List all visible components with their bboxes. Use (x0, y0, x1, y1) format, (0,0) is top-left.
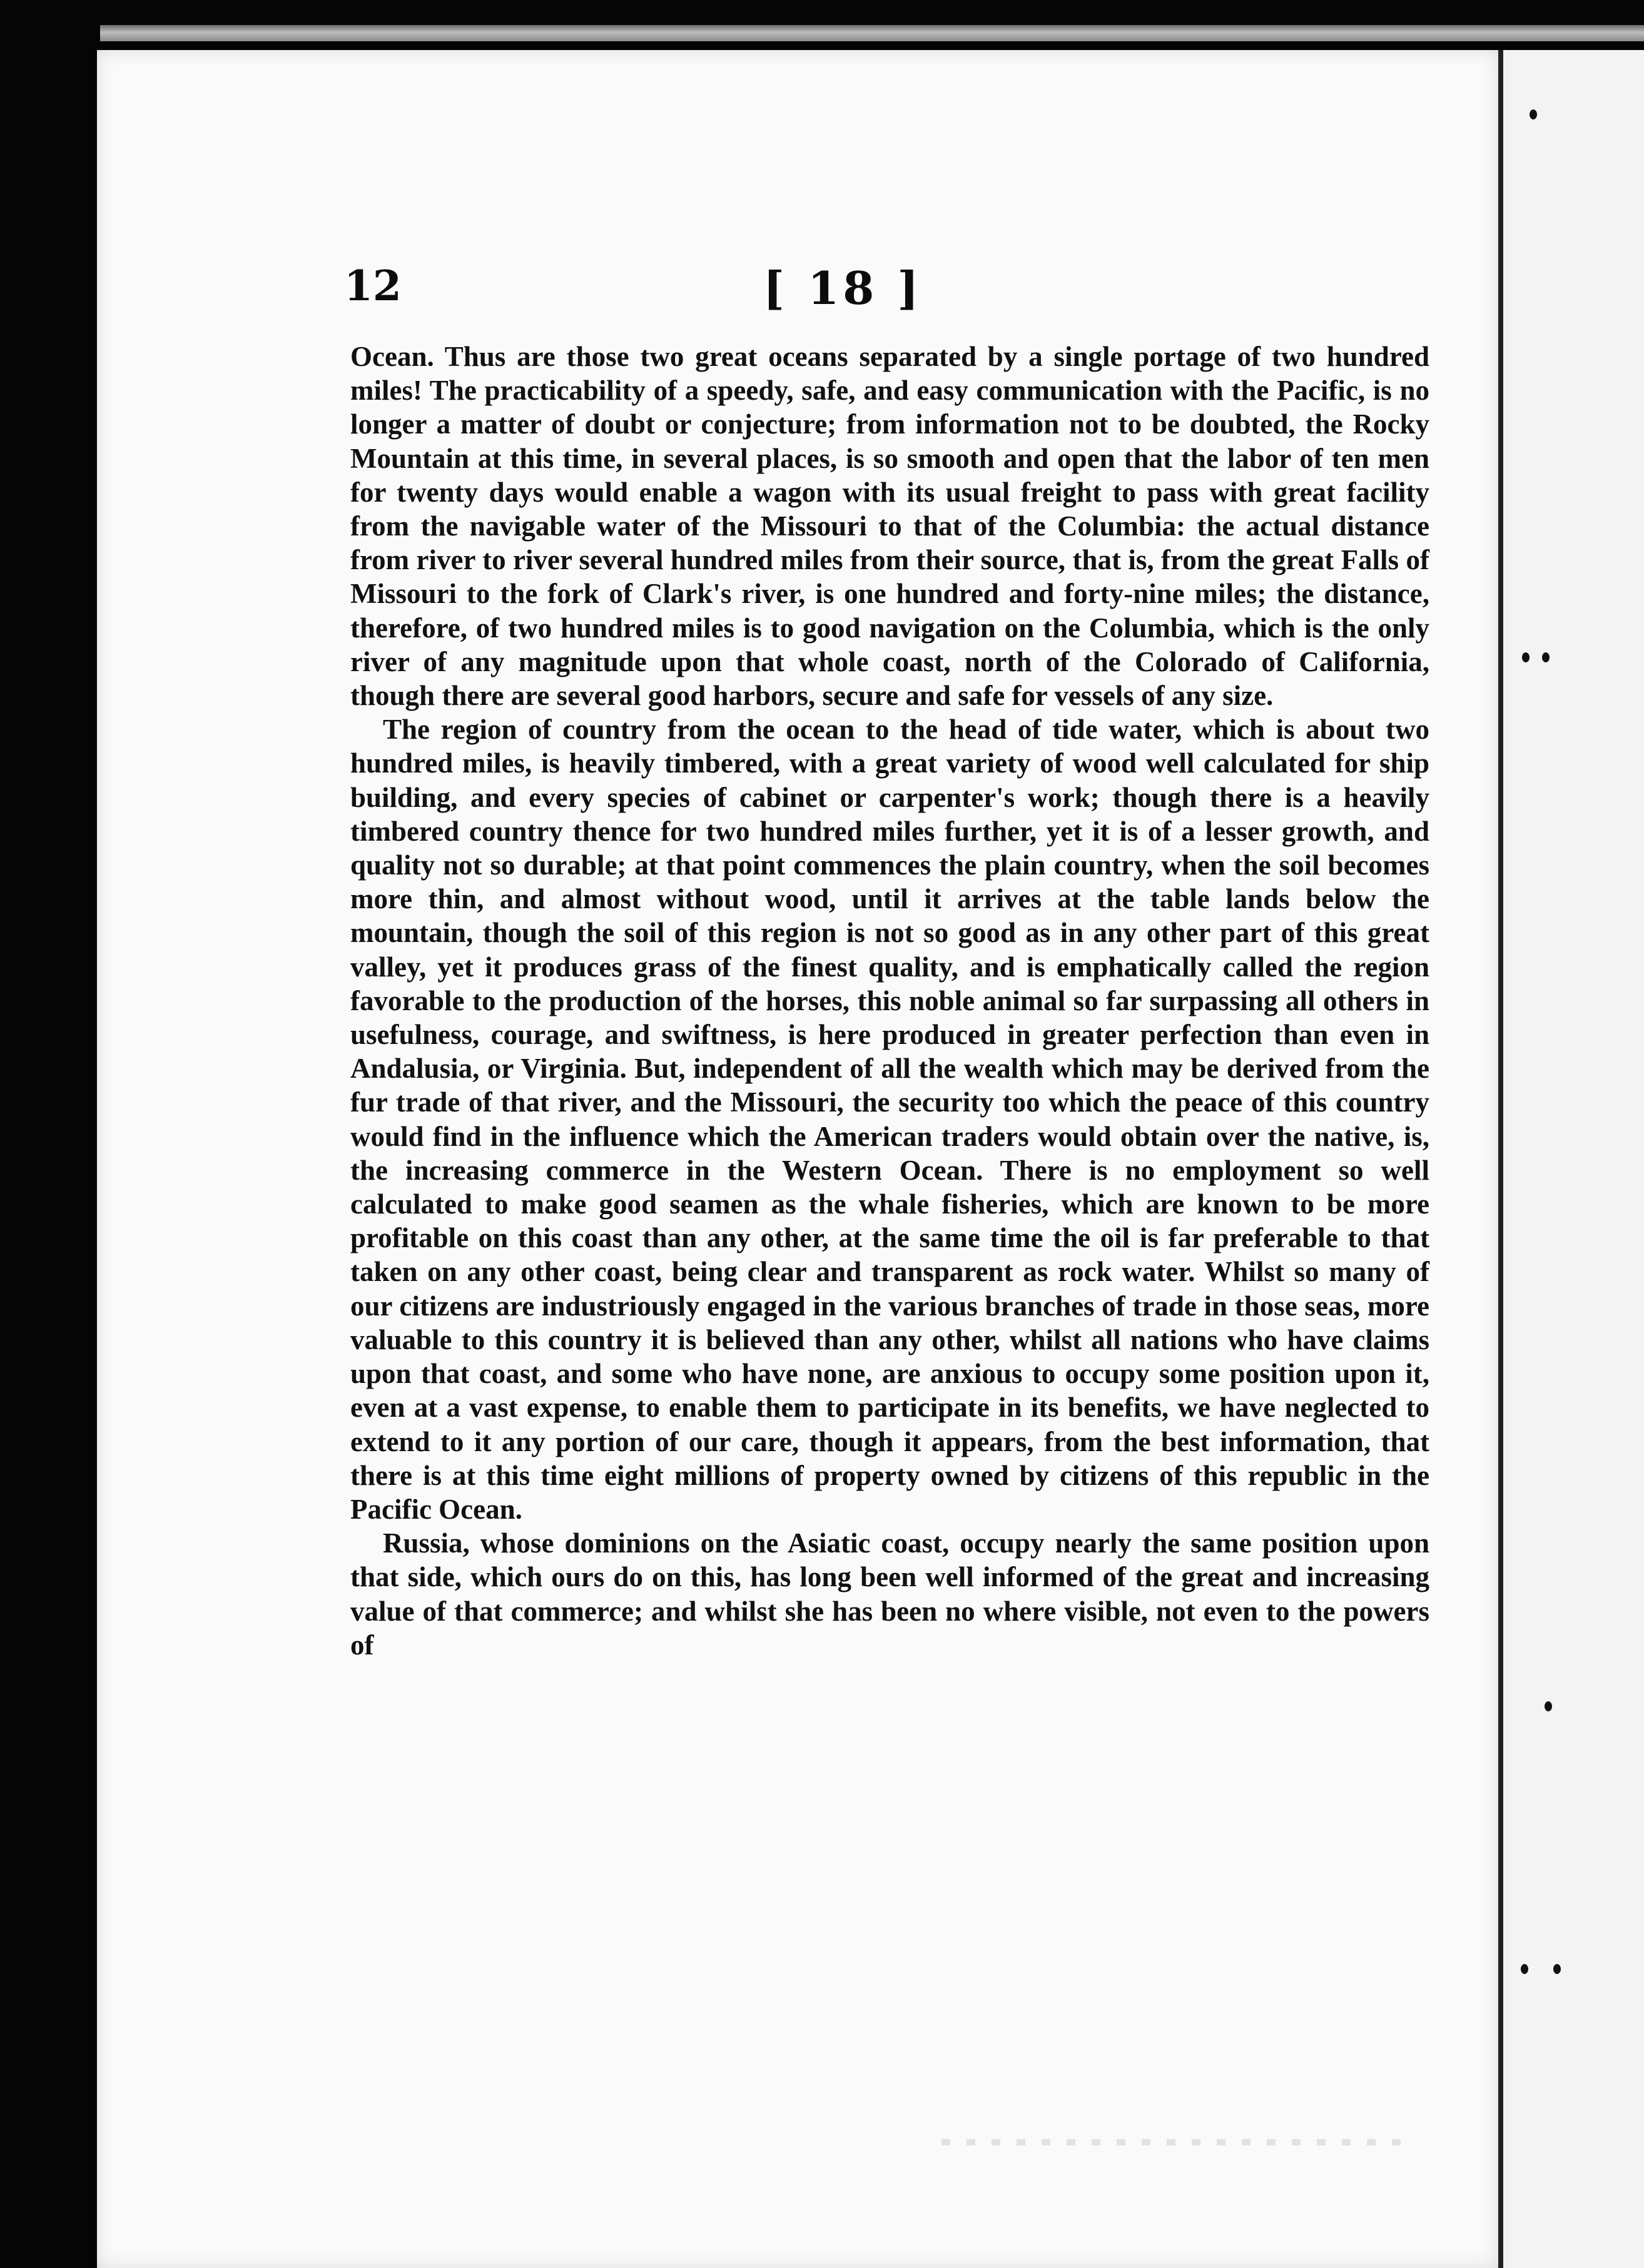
margin-dot (1530, 109, 1537, 119)
page-gutter (1498, 50, 1503, 2268)
scan-smudge (941, 2139, 1411, 2145)
body-text (350, 340, 1429, 1662)
paragraph: Ocean. Thus are those two great oceans separated by a single portage of two hundred miles! The practicability of a speedy, safe, and easy communication with the Pacific, is no longer a matter of doubt or conjecture; from information not to be doubted, the Rocky Mountain at this time, in several places, is so smooth and open that the labor of ten men for twenty days would enable a wagon with its usual freight to pass with great facility from the navigable water of the Missouri to that of the Columbia: the actual distance from river to river several hundred miles from their source, that is, from the great Falls of Missouri to the fork of Clark's river, is one hundred and forty-nine miles; the distance, therefore, of two hundred miles is to good navigation on the Columbia, which is the only river of any magnitude upon that whole coast, north of the Colorado of California, though there are several good harbors, secure and safe for vessels of any size. (350, 341, 1429, 712)
page-number: [ 18 ] (763, 261, 923, 315)
margin-dot (1521, 1964, 1528, 1974)
margin-dot (1553, 1964, 1561, 1974)
paragraph: Russia, whose dominions on the Asiatic coast, occupy nearly the same position upon that side, which ours do on this, has long been well informed of the great and increasing value of that commerce; and whilst she has been no where visible, not even to the powers of (350, 1527, 1429, 1661)
folio-number: 12 (344, 261, 402, 310)
margin-dot (1542, 652, 1550, 662)
page-header (97, 261, 1498, 318)
paragraph: The region of country from the ocean to the head of tide water, which is about two hundred miles, is heavily timbered, with a great variety of wood well calculated for ship building, and every species of cabinet or carpenter's work; though there is a heavily timbered country thence for two hundred miles further, yet it is of a lesser growth, and quality not so durable; at that point commences the plain country, when the soil becomes more thin, and almost without wood, until it arrives at the table lands below the mountain, though the soil of this region is not so good as in any other part of this great valley, yet it produces grass of the finest quality, and is emphatically called the region favorable to the production of the horses, this noble animal so far surpassing all others in usefulness, courage, and swiftness, is here produced in greater perfection than even in Andalusia, or Virginia. But, independent of all the wealth which may be derived from the fur trade of that river, and the Missouri, the security too which the peace of this country would find in the influence which the American traders would obtain over the native, is, the increasing commerce in the Western Ocean. There is no employment so well calculated to make good seamen as the whale fisheries, which are known to be more profitable on this coast than any other, at the same time the oil is far preferable to that taken on any other coast, being clear and transparent as rock water. Whilst so many of our citizens are industriously engaged in the various branches of trade in those seas, more valuable to this country it is believed than any other, whilst all nations who have claims upon that coast, and some who have none, are anxious to occupy some position upon it, even at a vast expense, to enable them to participate in its benefits, we have neglected to extend to it any portion of our care, though it appears, from the best information, that there is at this time eight millions of property owned by citizens of this republic in the Pacific Ocean. (350, 714, 1429, 1525)
facing-page-edge (1503, 50, 1644, 2268)
margin-dot (1545, 1701, 1552, 1711)
top-edge-rule (100, 25, 1644, 41)
margin-dot (1522, 652, 1530, 662)
book-page (97, 50, 1498, 2268)
